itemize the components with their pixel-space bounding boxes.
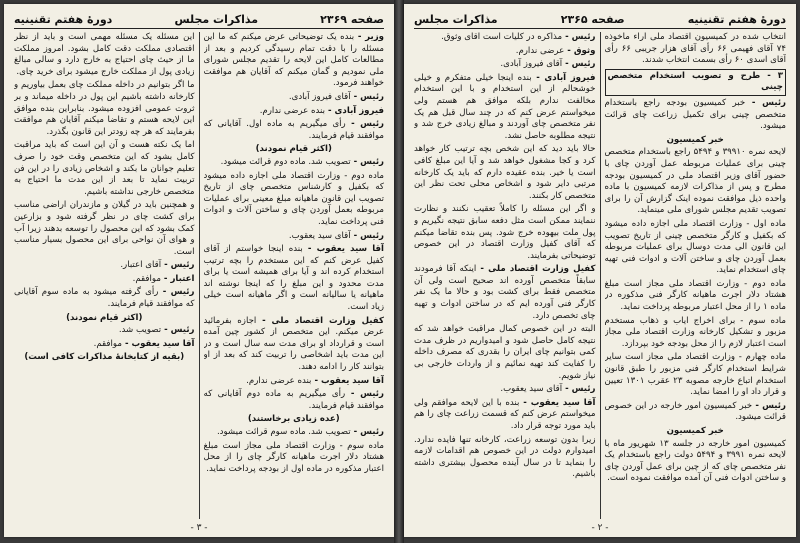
paragraph bbox=[204, 119, 385, 142]
speaker-name: رئیس - bbox=[562, 59, 596, 70]
paragraph bbox=[14, 140, 195, 198]
speaker-name: فیروز آبادی - bbox=[325, 105, 384, 116]
paragraph-text: آقای فیروز آبادی. bbox=[288, 91, 351, 102]
paragraph-text: بنده اینجا خواستم از آقای کفیل عرض کنم که این مستخدم را بچه ترتیب استخدام کرده اند و آیا برای همیشه است یا برای مدت محدود و این مبلغ را که اینجا نوشته اند ماهیانه یا سالیانه است و اگر ماهیانه است خیلی زیاد است. bbox=[203, 244, 384, 313]
page-number: صفحه ۲۳۶۹ bbox=[320, 12, 384, 26]
centered-note: (اکثر قیام نمودند) bbox=[255, 144, 332, 155]
paragraph-text: بنده عرضی ندارم. bbox=[259, 105, 325, 116]
paragraph bbox=[414, 144, 596, 202]
paragraph-text: بنده اینجا خیلی متفکرم و خیلی خوشحالم از این استخدام و با این استخدام مخالفت ندارم بلکه موافق هم هستم ولی میخواستم عرض کنم که در چند سال قبل هم یک نفر متخصص چای آوردند و مبالغ زیادی خرج شد و نتیجه مطلوبه حاصل نشد. bbox=[414, 72, 596, 141]
paragraph bbox=[204, 92, 385, 104]
speaker-name: کفیل وزارت اقتصاد ملی - bbox=[256, 315, 384, 326]
paragraph bbox=[414, 324, 596, 382]
text-columns bbox=[14, 32, 384, 519]
speaker-name: رئیس - bbox=[350, 230, 384, 241]
session-title: دورهٔ هفتم تقنینیه bbox=[14, 12, 113, 26]
text-column bbox=[204, 32, 385, 519]
paragraph-text: آقای سید یعقوب. bbox=[288, 230, 351, 241]
text-columns bbox=[414, 32, 786, 519]
right-page bbox=[404, 4, 796, 537]
speaker-name: رئیس - bbox=[161, 325, 195, 336]
paragraph bbox=[204, 376, 385, 388]
paragraph-text: ماده دوم - وزارت اقتصاد ملی مجاز است مبلغ هشتاد دلار اجرت ماهیانه کارگر فنی مذکوره در ماده ۱ را از محل اعتبار مربوطه پرداخت نماید. bbox=[604, 278, 786, 313]
paragraph bbox=[605, 316, 787, 351]
paragraph-text: موافقم. bbox=[132, 273, 161, 284]
paragraph-text: ماده سوم - وزارت اقتصاد ملی مجاز است مبلغ هشتاد دلار اجرت ماهیانه کارگر چای را از محل اعتبار مذکوره در ماده اول از بودجه پرداخت نماید. bbox=[203, 440, 384, 474]
paragraph bbox=[414, 435, 596, 481]
paragraph-text: انتخاب شده در کمیسیون اقتصاد ملی آراء مأخوذه ۷۴ آقای فهیمی ۶۶ رأی آقای هزار جریبی ۶۶ رأی آقای اسدی ۶۰ رأی بسمت انتخاب شدند. bbox=[604, 32, 786, 66]
paragraph-text: اما یک نکته هست و آن این است که باید مراقبت کامل بشود که این متخصص وقت خود را صرف تعلیم جوانان ما بکند و اشخاص زیادی را در این فن تربیت نماید تا بعد از این مدت ما احتیاج به متخصص خارجی نداشته باشیم. bbox=[14, 140, 195, 197]
page-header bbox=[14, 10, 384, 29]
page-header bbox=[414, 10, 786, 29]
page-footer: - ۲ - bbox=[591, 523, 609, 533]
section-title: مذاکرات مجلس bbox=[174, 12, 259, 26]
paragraph bbox=[605, 219, 787, 277]
paragraph-text: ما اگر بتوانیم در داخله مملکت چای بعمل بیاوریم و کارخانه داشته باشیم این پول در داخله میماند و بر ثروت عمومی افزوده میشود. بنابراین بنده موافق این لایحه هستم و تقاضا میکنم آقایان هم موافقت بفرمایند که هر چه زودتر این قانون بگذرد. bbox=[14, 80, 195, 137]
paragraph bbox=[605, 279, 787, 314]
paragraph-text: خبر کمیسیون امور خارجه در این خصوص قرائت میشود. bbox=[604, 400, 786, 423]
column-divider bbox=[199, 32, 200, 519]
paragraph bbox=[605, 401, 787, 424]
paragraph-text: اینکه آقا فرمودند سابقاً متخصص آورده اند صحیح است ولی آن متخصص فقط برای کشت بود و حالا ما یک نفر کارگر فنی آورده ایم که در ساختن ادوات و تهیه چای تخصص دارد. bbox=[414, 264, 596, 321]
paragraph bbox=[204, 157, 385, 169]
left-page bbox=[4, 4, 394, 537]
speaker-name: آقا سید یعقوب - bbox=[519, 397, 596, 408]
text-column bbox=[414, 32, 596, 519]
paragraph bbox=[14, 200, 195, 258]
paragraph-text: و همچنین باید در گیلان و مازندران اراضی مناسب برای کشت چای در نظر گرفته شود و بزارعین کمک بشود که این محصول را توسعه بدهند زیرا آب و هوای آن نواحی برای این محصول بسیار مناسب است. bbox=[14, 200, 195, 257]
paragraph-text: مذاکره در کلیات است آقای وثوق. bbox=[441, 32, 563, 42]
section-heading: ۳ - طرح و تصویب استخدام متخصص چینی bbox=[605, 69, 787, 96]
paragraph-text: اجازه بفرمائید عرض میکنم. این متخصص از کشور چین آمده است و قرارداد او برای مدت سه سال است و در این مدت باید اشخاصی را تربیت کند که بعد از او بتوانند کار را ادامه دهند. bbox=[203, 315, 384, 373]
paragraph-text: بنده یک توضیحاتی عرض میکنم که ما این مسئله را با دقت تمام رسیدگی کردیم و بعد از مطالعات کامل این لایحه را تقدیم مجلس شورای ملی نمودیم و گمان میکنم که آقایان هم موافقت خواهند فرمود. bbox=[203, 32, 384, 89]
paragraph-text: حالا باید دید که این شخص بچه ترتیب کار خواهد کرد و کجا مشغول خواهد شد و آیا این مبلغ کافی است یا خیر. بنده عقیده دارم که باید یک کارخانه مرتبی دایر شود و اشخاص محلی تحت نظر این متخصص کار بکنند. bbox=[414, 144, 596, 201]
paragraph bbox=[14, 32, 195, 78]
speaker-name: رئیس - bbox=[345, 119, 384, 130]
speaker-name: آقا سید یعقوب - bbox=[311, 375, 384, 386]
paragraph bbox=[414, 204, 596, 262]
paragraph bbox=[204, 316, 385, 374]
paragraph bbox=[14, 274, 195, 286]
paragraph-text: رأی گرفته میشود به ماده سوم آقایانی که موافقند قیام فرمایند. bbox=[14, 287, 195, 310]
paragraph-text: خبر کمیسیون بودجه راجع باستخدام متخصص چینی برای تکمیل زراعت چای قرائت میشود. bbox=[604, 97, 786, 132]
paragraph-text: رأی میگیریم به ماده دوم آقایانی که موافقند قیام فرمایند. bbox=[203, 389, 384, 411]
paragraph bbox=[414, 59, 596, 71]
text-column bbox=[605, 32, 787, 519]
paragraph bbox=[414, 384, 596, 396]
text-column bbox=[14, 32, 195, 519]
paragraph bbox=[414, 398, 596, 433]
paragraph-text: این مسئله یک مسئله مهمی است و باید از نظر اقتصادی مملکت دقت کامل بشود. امروز مملکت ما از حیث چای احتیاج به خارج دارد و سالی مبالغ زیادی پول از مملکت خارج میشود برای خرید چای. bbox=[14, 32, 195, 77]
speaker-name: رئیس - bbox=[745, 97, 786, 108]
speaker-name: آقا سید یعقوب - bbox=[121, 338, 195, 349]
speaker-name: اعتبار - bbox=[160, 273, 195, 284]
centered-note: خبر کمیسیون bbox=[666, 426, 724, 436]
speaker-name: رئیس - bbox=[345, 389, 384, 400]
paragraph-text: موافقم. bbox=[93, 338, 122, 349]
speaker-name: آقا سید یعقوب - bbox=[302, 244, 384, 255]
paragraph-text: لایحه نمره ۳۹۹۱۰ و ۵۴۹۴ راجع باستخدام متخصص چینی برای عملیات مربوطه عمل آوردن چای با حضور آقای وزیر اقتصاد ملی در کمیسیون بودجه مطرح و پس از مذاکرات لازمه کمیسیون با ماده واحده ذیل موافقت نموده اینک گزارش آن را برای تصویب تقدیم مجلس شورای ملی مینماید. bbox=[604, 147, 786, 216]
speaker-name: کفیل وزارت اقتصاد ملی - bbox=[476, 264, 596, 275]
paragraph-text: آقای سید یعقوب. bbox=[500, 384, 563, 395]
speaker-name: وزیر - bbox=[354, 32, 384, 42]
paragraph bbox=[605, 98, 787, 133]
speaker-name: رئیس - bbox=[161, 260, 195, 271]
centered-note: (بقیه از کتابخانهٔ مذاکرات کافی است) bbox=[24, 352, 185, 363]
speaker-name: وثوق - bbox=[564, 45, 596, 56]
paragraph bbox=[204, 32, 385, 90]
paragraph bbox=[204, 106, 385, 118]
paragraph bbox=[605, 147, 787, 217]
column-divider bbox=[600, 32, 601, 519]
paragraph bbox=[204, 441, 385, 476]
paragraph bbox=[204, 231, 385, 243]
speaker-name: فیروز آبادی - bbox=[531, 72, 596, 83]
speaker-name: رئیس - bbox=[562, 384, 596, 395]
paragraph-text: بنده با این لایحه موافقم ولی میخواستم عرض کنم که قسمت زراعت چای را هم باید مورد توجه قرار داد. bbox=[414, 397, 596, 431]
paragraph-text: کمیسیون امور خارجه در جلسه ۱۳ شهریور ماه با لایحه نمره ۳۹۹۱ و ۵۴۹۴ دولت راجع باستخدام یک نفر متخصص چای که از چین برای عمل آوردن چای و ساختن ادوات فنی آن آمده موافقت نموده است. bbox=[604, 438, 786, 484]
paragraph bbox=[414, 32, 596, 44]
paragraph bbox=[414, 73, 596, 143]
paragraph-text: ماده چهارم - وزارت اقتصاد ملی مجاز است سایر شرایط استخدام کارگر فنی مزبور را طبق قانون استخدام اتباع خارجه مصوبه ۲۳ عقرب ۱۳۰۱ تعیین و قرار داد او را امضا نماید. bbox=[604, 352, 786, 398]
paragraph bbox=[204, 171, 385, 229]
centered-note: (عده زیادی برخاستند) bbox=[247, 414, 340, 425]
paragraph-text: عرضی ندارم. bbox=[515, 45, 565, 56]
centered-note: (اکثر قیام نمودند) bbox=[66, 312, 143, 323]
paragraph bbox=[605, 352, 787, 398]
paragraph bbox=[605, 32, 787, 67]
speaker-name: رئیس - bbox=[350, 91, 384, 102]
paragraph-text: تصویب شد. ماده سوم قرائت میشود. bbox=[216, 427, 351, 437]
speaker-name: رئیس - bbox=[752, 400, 786, 411]
paragraph bbox=[414, 264, 596, 322]
paragraph-text: تصویب شد. ماده دوم قرائت میشود. bbox=[220, 156, 351, 167]
paragraph bbox=[14, 260, 195, 272]
speaker-name: رئیس - bbox=[562, 32, 596, 42]
speaker-name: رئیس - bbox=[350, 156, 384, 167]
paragraph-text: و اگر این مسئله را کاملاً تعقیب نکنند و نظارت ننمایند ممکن است مثل دفعه سابق نتیجه نگیریم و پول ملت بیهوده خرج شود. پس بنده تقاضا میکنم که آقای کفیل وزارت اقتصاد در این خصوص توضیحاتی بفرمایند. bbox=[414, 204, 596, 261]
paragraph bbox=[14, 339, 195, 351]
paragraph-text: البته در این خصوص کمال مراقبت خواهد شد که نتیجه کامل حاصل شود و امیدواریم در ظرف مدت کمی بتوانیم چای ایران را بقدری که مصرف داخله را کفایت کند تهیه نمائیم و از واردات خارجی بی نیاز شویم. bbox=[414, 324, 596, 381]
paragraph-text: ماده سوم - برای اخراج ایاب و ذهاب مستخدم مزبور و تشکیل کارخانه وزارت اقتصاد ملی مجاز است اعتبار لازم را از محل بودجه خود بپردازد. bbox=[604, 315, 786, 349]
paragraph-text: بنده عرضی ندارم. bbox=[246, 375, 312, 386]
paragraph-text: زیرا بدون توسعه زراعت، کارخانه تنها فایده ندارد. امیدوارم دولت در این خصوص هم اقدامات لازمه را بنماید تا در سال آینده محصول بیشتری داشته باشیم. bbox=[414, 434, 596, 480]
speaker-name: رئیس - bbox=[158, 287, 195, 298]
paragraph bbox=[204, 244, 385, 314]
session-title: دورهٔ هفتم تقنینیه bbox=[687, 12, 786, 26]
paragraph bbox=[605, 439, 787, 485]
paragraph-text: تصویب شد. bbox=[118, 325, 162, 336]
section-title: مذاکرات مجلس bbox=[414, 12, 498, 26]
paragraph-text: ماده اول - وزارت اقتصاد ملی اجازه داده میشود که بکفیل و کارگر متخصص چینی از تاریخ تصویب این قانون الی مدت دوسال برای عملیات مربوطه بعمل آوردن چای و ساختن آلات و ادوات فنی تهیه چای استخدام نماید. bbox=[604, 218, 786, 276]
paragraph-text: آقای اعتبار. bbox=[120, 260, 162, 271]
paragraph bbox=[204, 427, 385, 439]
centered-note: خبر کمیسیون bbox=[666, 134, 724, 145]
paragraph-text: ماده دوم - وزارت اقتصاد ملی اجازه داده میشود که بکفیل و کارشناس متخصص چای از تاریخ تصویب این قانون ماهیانه مبلغ معینی برای عملیات مربوطه بعمل آوردن چای و ساختن آلات و ادوات فنی پرداخت نماید. bbox=[203, 170, 384, 227]
paragraph bbox=[204, 389, 385, 412]
paragraph bbox=[14, 287, 195, 310]
paragraph-text: رأی میگیریم به ماده اول. آقایانی که موافقند قیام فرمایند. bbox=[203, 119, 384, 141]
paragraph bbox=[14, 325, 195, 337]
speaker-name: رئیس - bbox=[350, 427, 384, 437]
paragraph bbox=[14, 80, 195, 138]
page-footer: - ۳ - bbox=[190, 523, 208, 533]
paragraph bbox=[414, 46, 596, 58]
page-number: صفحه ۲۳۶۵ bbox=[560, 12, 625, 26]
paragraph-text: آقای فیروز آبادی. bbox=[500, 59, 563, 70]
book-gutter bbox=[394, 0, 404, 543]
